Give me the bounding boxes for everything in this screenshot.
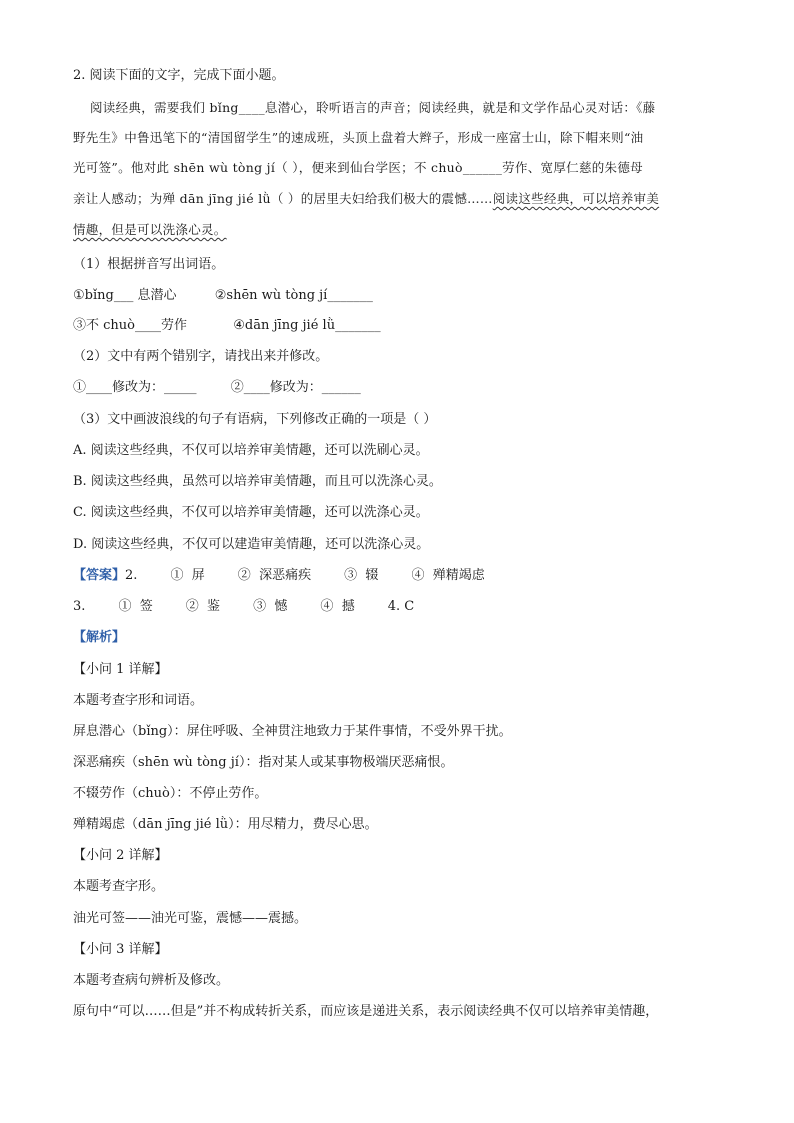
passage-line-5: [73, 220, 227, 240]
option-b: B. 阅读这些经典，虽然可以培养审美情趣，而且可以洗涤心灵。: [73, 474, 442, 489]
analysis-line: 屏息潜心（bǐng）：屏住呼吸、全神贯注地致力于某件事情，不受外界干扰。: [73, 724, 512, 739]
answer-row-2: [73, 597, 414, 617]
blank-4: ④dān jīng jié lǜ_______: [233, 318, 381, 333]
answer-row-1: [73, 566, 485, 586]
wavy-sentence-part-1: 阅读这些经典，可以培养审美: [492, 191, 660, 206]
analysis-line: 油光可签——油光可鉴，震憾——震撼。: [73, 911, 308, 926]
analysis-line: 不辍劳作（chuò）：不停止劳作。: [73, 786, 268, 801]
analysis-line: 深恶痛疾（shēn wù tòng jí）：指对某人或某事物极端厌恶痛恨。: [73, 755, 454, 770]
sub-question-1-row-1: [73, 286, 373, 306]
answer-text-1: 2. ① 屏 ② 深恶痛疾 ③ 辍 ④ 殚精竭虑: [125, 568, 485, 583]
option-d: D. 阅读这些经典，不仅可以建造审美情趣，还可以洗涤心灵。: [73, 537, 430, 552]
passage-line-4: [73, 189, 659, 209]
wavy-sentence-part-2: 情趣，但是可以洗涤心灵。: [73, 222, 227, 237]
analysis-line: 本题考查病句辨析及修改。: [73, 973, 230, 988]
sub-question-1-title: （1）根据拼音写出词语。: [73, 257, 225, 272]
analysis-line: 本题考查字形。: [73, 879, 165, 894]
blank-1: ①bǐng___ 息潜心: [73, 288, 177, 303]
analysis-heading-1: 【小问 1 详解】: [73, 662, 168, 677]
analysis-label: 【解析】: [73, 630, 126, 645]
passage-line-1: 阅读经典，需要我们 bǐng____息潜心，聆听语言的声音；阅读经典，就是和文学作品心灵对话：《藤: [90, 100, 656, 115]
passage-line-4-text: 亲让人感动；为殚 dān jīng jié lǜ（ ）的居里夫妇给我们极大的震憾……: [73, 191, 493, 206]
sub-question-2-row: [73, 378, 361, 398]
typo-blank-2: ②____修改为：______: [230, 380, 361, 395]
option-a: A. 阅读这些经典，不仅可以培养审美情趣，还可以洗刷心灵。: [73, 443, 429, 458]
blank-3: ③不 chuò____劳作: [73, 318, 187, 333]
passage-line-2: 野先生》中鲁迅笔下的“清国留学生”的速成班，头顶上盘着大辫子，形成一座富士山，除下帽来则“油: [73, 130, 644, 145]
passage-line-3: 光可签”。他对此 shēn wù tòng jí（ ），便来到仙台学医；不 chuò______劳作、宽厚仁慈的朱德母: [73, 160, 643, 175]
analysis-heading-2: 【小问 2 详解】: [73, 848, 168, 863]
blank-2: ②shēn wù tòng jí_______: [214, 288, 373, 303]
analysis-line: 本题考查字形和词语。: [73, 693, 204, 708]
typo-blank-1: ①____修改为：_____: [73, 380, 197, 395]
sub-question-3-title: （3）文中画波浪线的句子有语病，下列修改正确的一项是（ ）: [73, 412, 437, 427]
analysis-line: 殚精竭虑（dān jīng jié lǜ）：用尽精力，费尽心思。: [73, 817, 378, 832]
answer-label: 【答案】: [73, 568, 126, 583]
option-c: C. 阅读这些经典，不仅可以培养审美情趣，还可以洗涤心灵。: [73, 505, 429, 520]
answer-text-2: 3. ① 签 ② 鉴 ③ 憾 ④ 撼 4. C: [73, 599, 415, 614]
question-title: 2. 阅读下面的文字，完成下面小题。: [73, 68, 285, 83]
sub-question-1-row-2: [73, 316, 381, 336]
analysis-heading-3: 【小问 3 详解】: [73, 942, 168, 957]
sub-question-2-title: （2）文中有两个错别字，请找出来并修改。: [73, 349, 329, 364]
analysis-line: 原句中“可以……但是”并不构成转折关系，而应该是递进关系，表示阅读经典不仅可以培养审美情趣，: [73, 1004, 659, 1019]
